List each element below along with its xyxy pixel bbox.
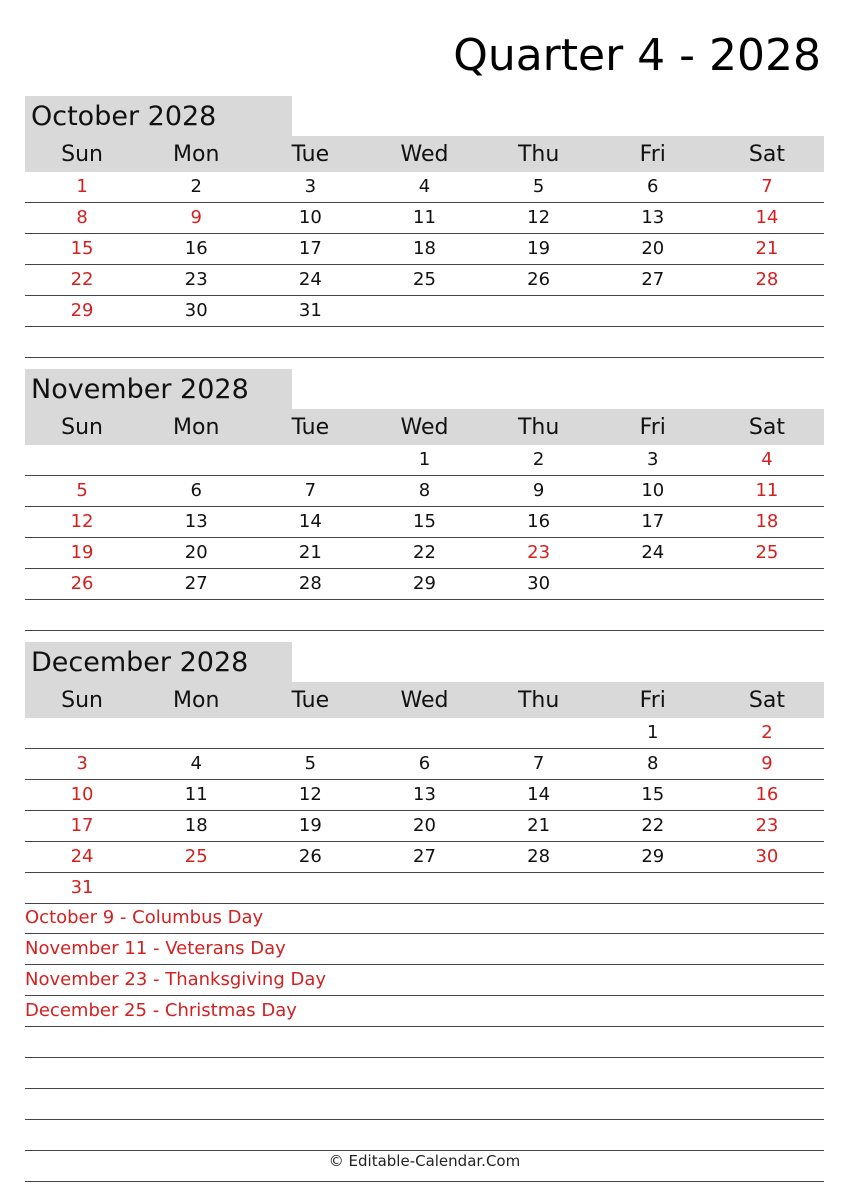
weekday-label: Thu — [517, 688, 560, 713]
day-cell — [367, 327, 481, 357]
day-cell: 28 — [298, 573, 322, 594]
week-row — [25, 780, 824, 811]
day-cell: 27 — [641, 269, 665, 290]
day-cell: 22 — [413, 542, 436, 563]
day-cell: 23 — [755, 815, 779, 836]
week-row — [25, 538, 824, 569]
day-cell — [367, 873, 481, 903]
day-cell: 8 — [76, 207, 88, 228]
weekday-label: Tue — [291, 142, 330, 167]
week-row — [25, 476, 824, 507]
weekday-label: Mon — [173, 688, 220, 713]
day-cell: 26 — [70, 573, 94, 594]
weekday-label: Wed — [400, 415, 449, 440]
day-cell — [710, 600, 824, 630]
day-cell: 25 — [413, 269, 436, 290]
blank-note-line — [25, 1058, 824, 1089]
day-cell — [139, 445, 253, 475]
day-cell: 20 — [184, 542, 208, 563]
day-cell: 11 — [184, 784, 208, 805]
holiday-text: October 9 - Columbus Day — [25, 907, 264, 928]
day-cell — [25, 600, 139, 630]
day-cell — [710, 327, 824, 357]
holiday-line — [25, 996, 824, 1027]
weekday-label: Fri — [639, 415, 666, 440]
day-cell: 11 — [413, 207, 436, 228]
week-row — [25, 569, 824, 600]
day-cell — [367, 718, 481, 748]
weekday-label: Mon — [173, 142, 220, 167]
day-cell — [596, 296, 710, 326]
day-cell: 7 — [304, 480, 317, 501]
day-cell: 9 — [190, 207, 202, 228]
day-cell: 18 — [413, 238, 436, 259]
week-row — [25, 296, 824, 327]
week-row — [25, 842, 824, 873]
day-cell: 12 — [527, 207, 551, 228]
weekday-label: Wed — [400, 142, 449, 167]
day-cell: 4 — [761, 449, 773, 470]
day-cell: 27 — [413, 846, 436, 867]
day-cell: 22 — [641, 815, 665, 836]
day-cell: 9 — [761, 753, 773, 774]
day-cell: 30 — [755, 846, 779, 867]
weekday-label: Sun — [61, 142, 103, 167]
week-row — [25, 811, 824, 842]
day-cell: 16 — [527, 511, 551, 532]
weekday-label: Fri — [639, 142, 666, 167]
weeks-grid — [25, 172, 824, 358]
blank-note-line — [25, 1120, 824, 1151]
day-cell: 4 — [418, 176, 431, 197]
day-cell: 4 — [190, 753, 202, 774]
holiday-line — [25, 965, 824, 996]
weekday-label: Fri — [639, 688, 666, 713]
day-cell: 26 — [298, 846, 322, 867]
day-cell: 1 — [418, 449, 431, 470]
day-cell: 15 — [70, 238, 94, 259]
day-cell — [139, 327, 253, 357]
month-title: November 2028 — [25, 369, 292, 409]
month-title: December 2028 — [25, 642, 292, 682]
blank-note-line — [25, 1089, 824, 1120]
day-cell: 30 — [527, 573, 551, 594]
day-cell: 21 — [527, 815, 551, 836]
day-cell: 2 — [761, 722, 773, 743]
weekday-label: Thu — [517, 415, 560, 440]
day-cell — [710, 873, 824, 903]
weekday-label: Sun — [61, 688, 103, 713]
day-cell: 25 — [184, 846, 208, 867]
week-row — [25, 445, 824, 476]
day-cell: 20 — [413, 815, 436, 836]
day-cell: 21 — [298, 542, 322, 563]
week-row — [25, 718, 824, 749]
page-title: Quarter 4 - 2028 — [453, 30, 821, 81]
day-cell: 29 — [70, 300, 94, 321]
day-cell: 13 — [184, 511, 208, 532]
day-cell: 6 — [418, 753, 431, 774]
day-cell: 20 — [641, 238, 665, 259]
day-cell: 10 — [641, 480, 665, 501]
day-cell: 5 — [76, 480, 88, 501]
weeks-grid — [25, 445, 824, 631]
week-row — [25, 507, 824, 538]
day-cell — [139, 873, 253, 903]
day-cell: 7 — [761, 176, 773, 197]
weekday-label: Sat — [748, 142, 785, 167]
holiday-text: November 23 - Thanksgiving Day — [25, 969, 327, 990]
day-cell: 12 — [298, 784, 322, 805]
day-cell: 23 — [527, 542, 551, 563]
day-cell: 22 — [70, 269, 94, 290]
weekday-label: Sat — [748, 688, 785, 713]
day-cell: 8 — [418, 480, 431, 501]
day-cell — [253, 873, 367, 903]
day-cell — [482, 718, 596, 748]
day-cell — [710, 296, 824, 326]
week-row — [25, 327, 824, 358]
day-cell: 16 — [184, 238, 208, 259]
day-cell — [139, 718, 253, 748]
day-cell: 6 — [647, 176, 659, 197]
day-cell — [139, 600, 253, 630]
weekday-label: Tue — [291, 688, 330, 713]
weeks-grid — [25, 718, 824, 904]
day-cell: 17 — [70, 815, 94, 836]
weekday-label: Wed — [400, 688, 449, 713]
day-cell: 14 — [755, 207, 779, 228]
day-cell: 30 — [184, 300, 208, 321]
day-cell: 19 — [527, 238, 551, 259]
day-cell: 14 — [298, 511, 322, 532]
day-cell: 10 — [70, 784, 94, 805]
month-october — [25, 96, 824, 358]
day-cell: 24 — [641, 542, 665, 563]
day-cell: 21 — [755, 238, 779, 259]
holiday-line — [25, 934, 824, 965]
day-cell: 13 — [641, 207, 665, 228]
day-cell — [367, 296, 481, 326]
day-cell: 9 — [532, 480, 545, 501]
day-cell: 18 — [184, 815, 208, 836]
day-cell: 17 — [298, 238, 322, 259]
day-cell: 12 — [70, 511, 94, 532]
day-cell: 29 — [641, 846, 665, 867]
holiday-notes — [25, 903, 824, 1182]
day-cell: 27 — [184, 573, 208, 594]
day-cell — [25, 718, 139, 748]
day-cell: 19 — [70, 542, 94, 563]
day-cell: 2 — [532, 449, 545, 470]
month-november — [25, 369, 824, 631]
day-cell: 11 — [755, 480, 779, 501]
day-cell: 8 — [647, 753, 659, 774]
day-cell: 28 — [527, 846, 551, 867]
day-cell: 3 — [304, 176, 317, 197]
week-row — [25, 203, 824, 234]
week-row — [25, 234, 824, 265]
day-cell: 17 — [641, 511, 665, 532]
day-cell: 31 — [70, 877, 94, 898]
weekday-label: Thu — [517, 142, 560, 167]
footer-credit: © Editable-Calendar.Com — [328, 1152, 521, 1170]
day-cell: 2 — [190, 176, 202, 197]
day-cell — [596, 873, 710, 903]
holiday-text: December 25 - Christmas Day — [25, 1000, 297, 1021]
day-cell — [253, 600, 367, 630]
day-cell: 10 — [298, 207, 322, 228]
day-cell — [25, 445, 139, 475]
weekday-header — [25, 136, 824, 172]
weekday-label: Mon — [173, 415, 220, 440]
holiday-text: November 11 - Veterans Day — [25, 938, 286, 959]
day-cell: 19 — [298, 815, 322, 836]
day-cell — [253, 718, 367, 748]
week-row — [25, 873, 824, 904]
day-cell: 5 — [304, 753, 317, 774]
weekday-header — [25, 409, 824, 445]
day-cell: 15 — [413, 511, 436, 532]
day-cell: 16 — [755, 784, 779, 805]
weekday-label: Sat — [748, 415, 785, 440]
day-cell: 3 — [647, 449, 659, 470]
day-cell — [482, 600, 596, 630]
day-cell — [25, 327, 139, 357]
day-cell — [253, 327, 367, 357]
day-cell: 14 — [527, 784, 551, 805]
week-row — [25, 749, 824, 780]
day-cell: 28 — [755, 269, 779, 290]
weekday-label: Sun — [61, 415, 103, 440]
day-cell — [596, 600, 710, 630]
day-cell: 7 — [532, 753, 545, 774]
day-cell — [482, 327, 596, 357]
week-row — [25, 172, 824, 203]
day-cell: 29 — [413, 573, 436, 594]
day-cell — [596, 569, 710, 599]
day-cell: 25 — [755, 542, 779, 563]
holiday-line — [25, 903, 824, 934]
month-december — [25, 642, 824, 904]
day-cell: 3 — [76, 753, 88, 774]
day-cell: 15 — [641, 784, 665, 805]
weekday-label: Tue — [291, 415, 330, 440]
day-cell: 23 — [184, 269, 208, 290]
day-cell: 1 — [647, 722, 659, 743]
week-row — [25, 265, 824, 296]
day-cell: 24 — [70, 846, 94, 867]
day-cell: 31 — [298, 300, 322, 321]
day-cell: 13 — [413, 784, 436, 805]
day-cell: 1 — [76, 176, 88, 197]
day-cell — [710, 569, 824, 599]
week-row — [25, 600, 824, 631]
day-cell: 24 — [298, 269, 322, 290]
weekday-header — [25, 682, 824, 718]
day-cell: 6 — [190, 480, 202, 501]
day-cell — [596, 327, 710, 357]
day-cell — [253, 445, 367, 475]
day-cell: 26 — [527, 269, 551, 290]
day-cell: 18 — [755, 511, 779, 532]
day-cell: 5 — [532, 176, 545, 197]
month-title: October 2028 — [25, 96, 292, 136]
day-cell — [482, 873, 596, 903]
day-cell — [482, 296, 596, 326]
blank-note-line — [25, 1027, 824, 1058]
day-cell — [367, 600, 481, 630]
